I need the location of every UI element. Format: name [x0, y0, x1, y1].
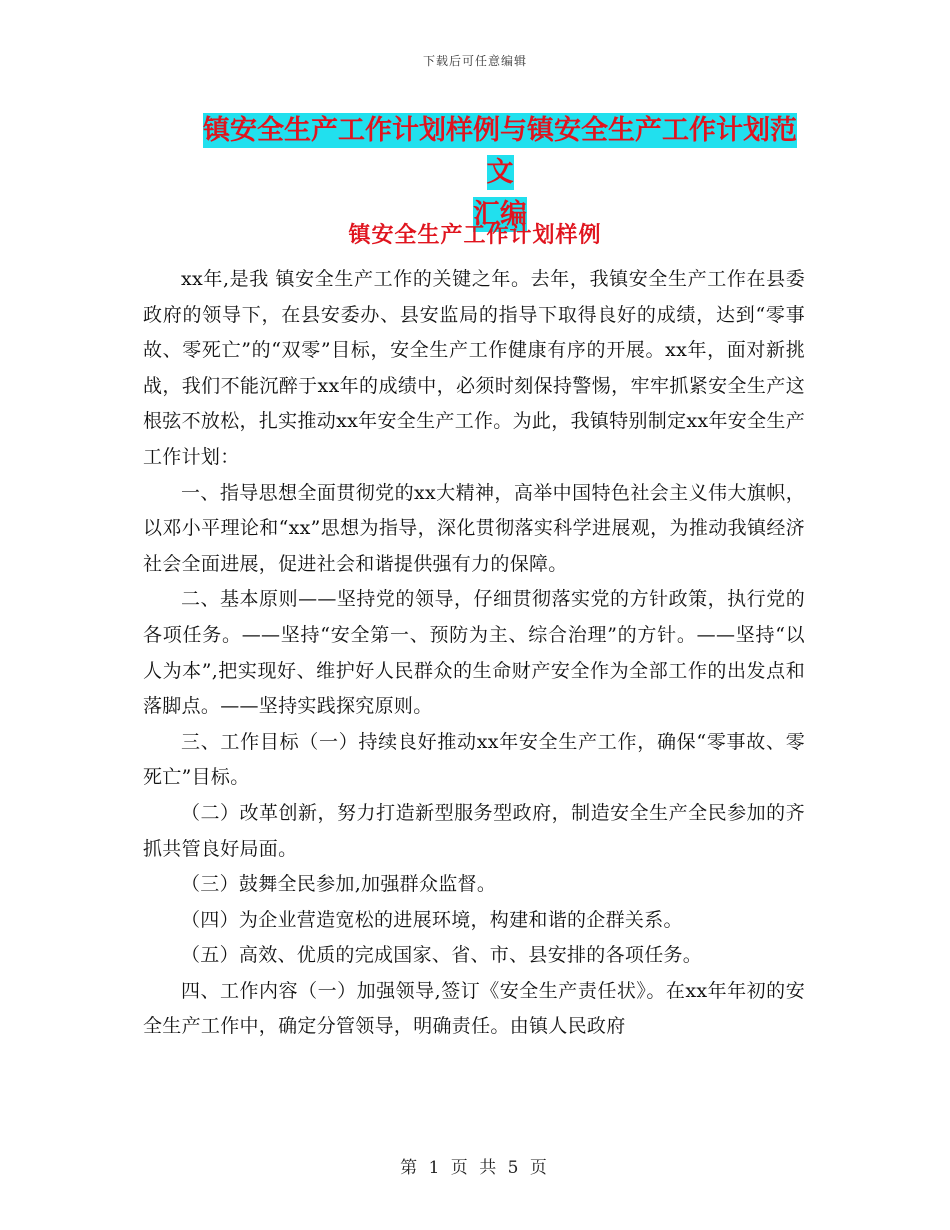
paragraph: 一、指导思想全面贯彻党的xx大精神，高举中国特色社会主义伟大旗帜，以邓小平理论和“xx”思想为指导，深化贯彻落实科学进展观，为推动我镇经济社会全面进展，促进社会和谐提供强有力的保障。	[143, 481, 805, 575]
paragraph: 四、工作内容（一）加强领导,签订《安全生产责任状》。在xx年年初的安全生产工作中，确定分管领导，明确责任。由镇人民政府	[143, 979, 805, 1038]
paragraph: 三、工作目标（一）持续良好推动xx年安全生产工作，确保“零事故、零死亡”目标。	[143, 730, 805, 789]
paragraph: 二、基本原则——坚持党的领导，仔细贯彻落实党的方针政策，执行党的各项任务。——坚持“安全第一、预防为主、综合治理”的方针。——坚持“以人为本”,把实现好、维护好人民群众的生命财产安全作为全部工作的出发点和落脚点。——坚持实践探究原则。	[143, 588, 805, 718]
document-body	[143, 262, 805, 1045]
page-footer: 第 1 页 共 5 页	[400, 1158, 550, 1178]
paragraph: （四）为企业营造宽松的进展环境，构建和谐的企群关系。	[181, 908, 683, 931]
header-note: 下载后可任意编辑	[422, 54, 527, 68]
section-title: 镇安全生产工作计划样例	[348, 222, 602, 248]
paragraph: xx年,是我 镇安全生产工作的关键之年。去年，我镇安全生产工作在县委政府的领导下，在县安委办、县安监局的指导下取得良好的成绩，达到“零事故、零死亡”的“双零”目标，安全生产工作健康有序的开展。xx年，面对新挑战，我们不能沉醉于xx年的成绩中，必须时刻保持警惕，牢牢抓紧安全生产这根弦不放松，扎实推动xx年安全生产工作。为此，我镇特别制定xx年安全生产工作计划：	[143, 268, 805, 468]
paragraph: （五）高效、优质的完成国家、省、市、县安排的各项任务。	[181, 944, 703, 967]
title-line-2: 汇编	[473, 199, 527, 230]
paragraph: （二）改革创新，努力打造新型服务型政府，制造安全生产全民参加的齐抓共管良好局面。	[143, 801, 805, 860]
title-line-1: 镇安全生产工作计划样例与镇安全生产工作计划范文	[203, 115, 797, 188]
paragraph: （三）鼓舞全民参加,加强群众监督。	[181, 873, 497, 896]
